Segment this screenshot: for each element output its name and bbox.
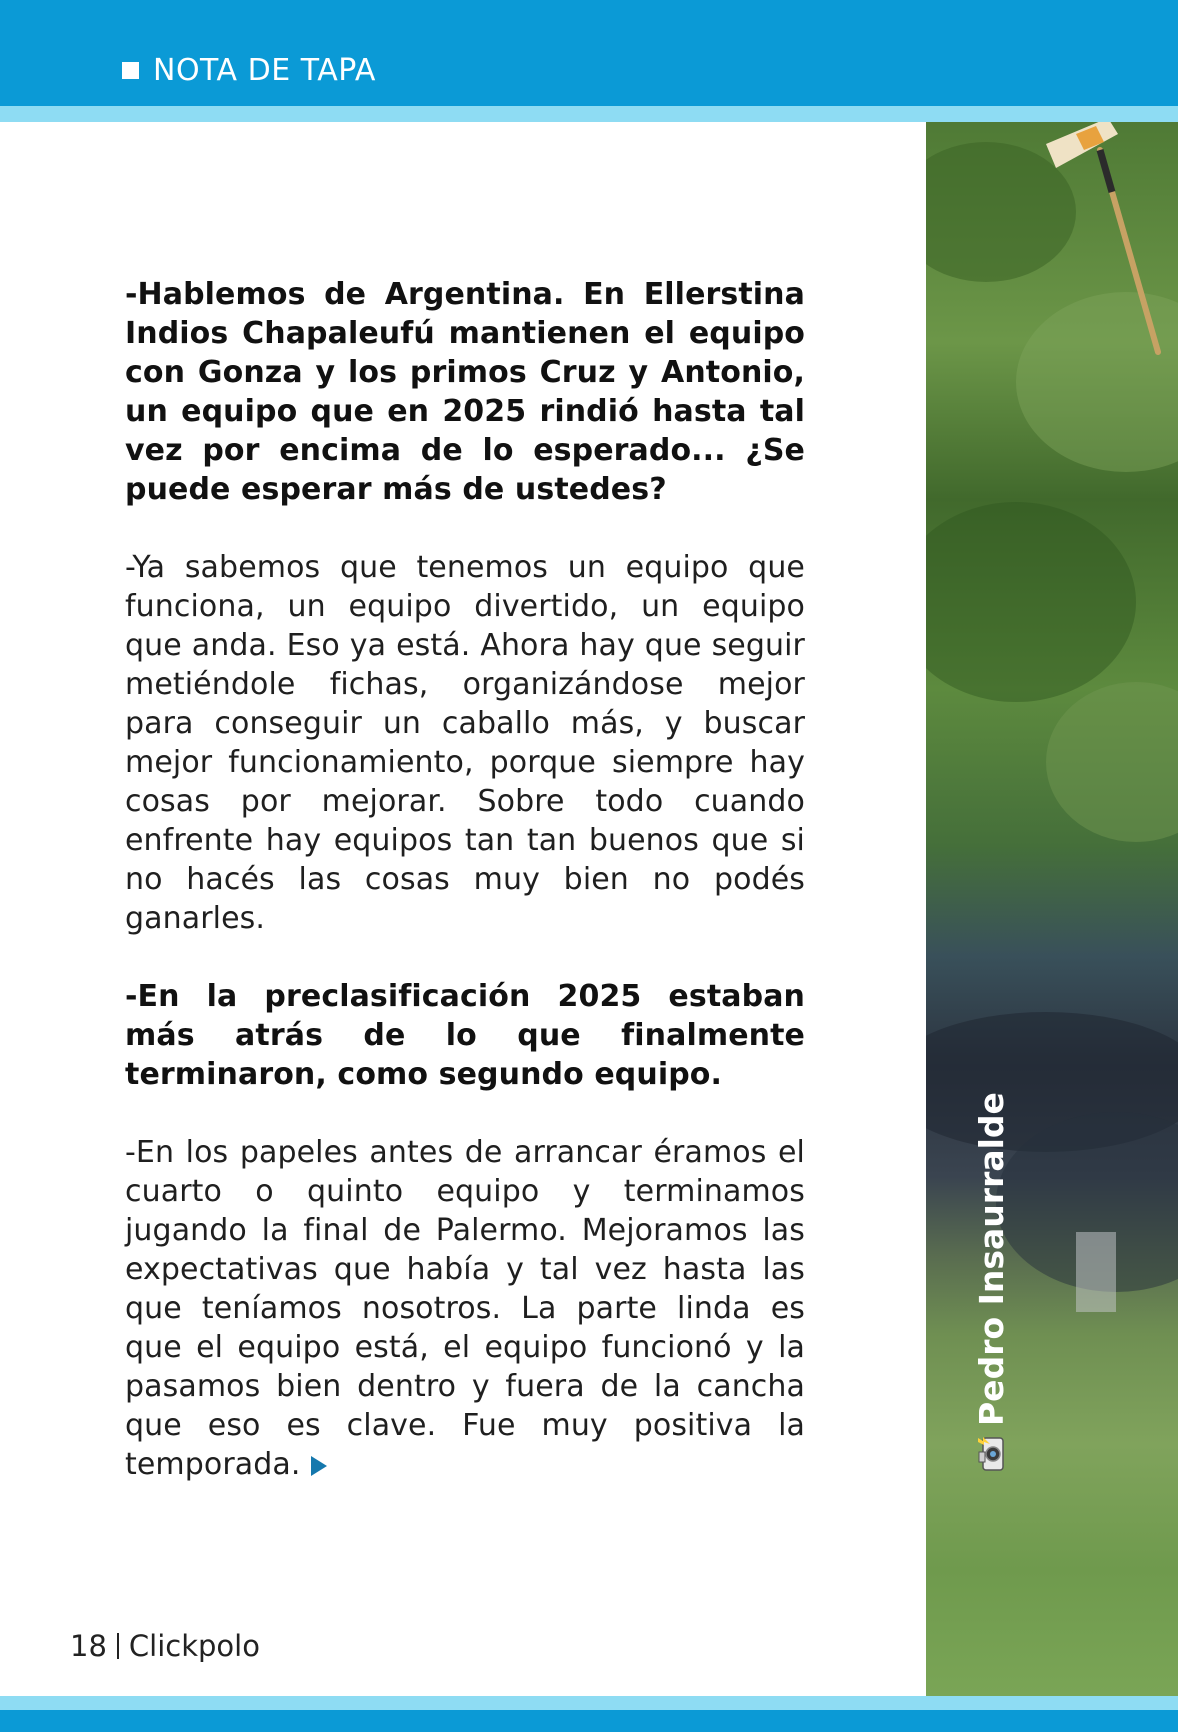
folio-divider: [117, 1633, 119, 1659]
right-triangle-arrow-icon: [311, 1456, 327, 1476]
page-number: 18: [70, 1629, 107, 1663]
interview-question: -En la preclasificación 2025 estaban más atrás de lo que finalmente terminaron, como segundo equipo.: [125, 979, 805, 1092]
page-folio: [70, 1626, 260, 1666]
photo-credit: [941, 1092, 1011, 1472]
section-label: [122, 50, 376, 90]
interview-answer: [125, 1133, 805, 1484]
publication-name: Clickpolo: [128, 1629, 260, 1663]
photo-credit-name: Pedro Insaurralde: [971, 1092, 1011, 1426]
article-body: [125, 275, 805, 1484]
camera-flash-icon: [977, 1436, 1005, 1472]
header-stripe: [0, 106, 1178, 122]
answer-text: -En los papeles antes de arrancar éramos el cuarto o quinto equipo y terminamos jugando la final de Palermo. Mejoramos las expectativas que había y tal vez hasta las que teníamos nosotros. La parte linda es que el equipo está, el equipo funcionó y la pasamos bien dentro y fuera de la cancha que eso es clave. Fue muy positiva la temporada.: [125, 1135, 805, 1482]
interview-answer: -Ya sabemos que tenemos un equipo que funciona, un equipo divertido, un equipo que anda. Eso ya está. Ahora hay que seguir metiéndole fichas, organizándose mejor para conseguir un caballo más, y buscar mejor funcionamiento, porque siempre hay cosas por mejorar. Sobre todo cuando enfrente hay equipos tan tan buenos que si no hacés las cosas muy bien no podés ganarles.: [125, 550, 805, 936]
footer-band: [0, 1710, 1178, 1732]
footer-stripe: [0, 1696, 1178, 1710]
interview-question: -Hablemos de Argentina. En Ellerstina Indios Chapaleufú mantienen el equipo con Gonza y los primos Cruz y Antonio, un equipo que en 2025 rindió hasta tal vez por encima de lo esperado... ¿Se puede esperar más de ustedes?: [125, 277, 805, 507]
square-bullet-icon: [122, 62, 139, 79]
section-label-text: NOTA DE TAPA: [153, 52, 376, 88]
